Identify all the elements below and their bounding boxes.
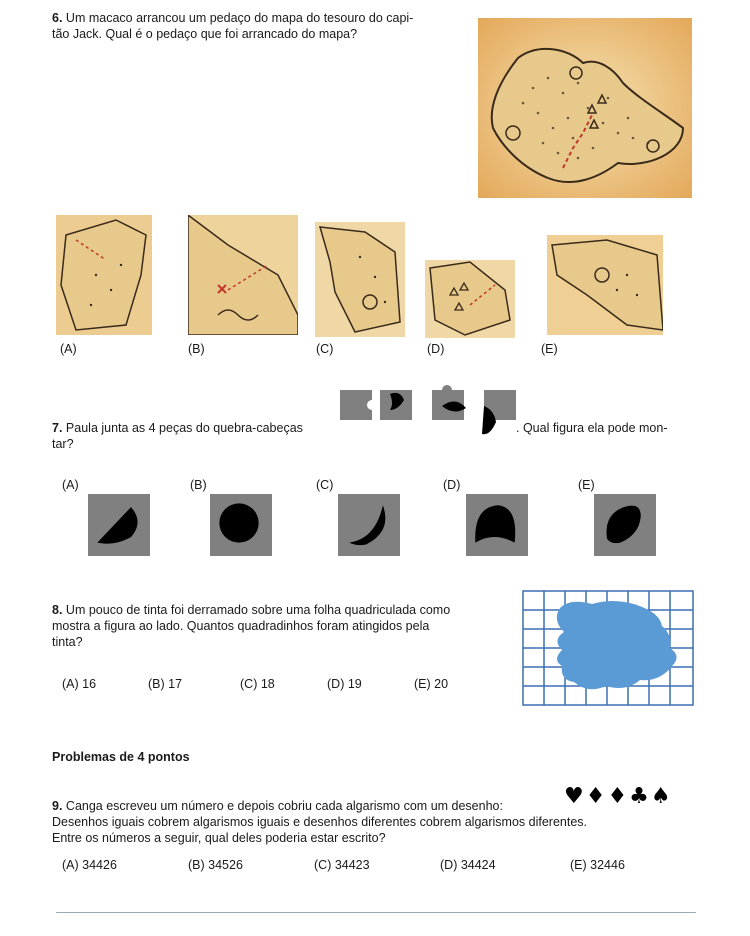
q6-option-c-image[interactable] <box>315 222 405 337</box>
section-title: Problemas de 4 pontos <box>52 750 190 764</box>
q9-line1: Canga escreveu um número e depois cobriu cada algarismo com um desenho: <box>65 799 503 813</box>
q6-option-e-image[interactable] <box>547 235 663 335</box>
q6-option-a-image[interactable] <box>56 215 152 335</box>
card-symbols: ♥♦♦♣♠ <box>564 784 673 809</box>
q9-line3: Entre os números a seguir, qual deles poderia estar escrito? <box>52 831 386 845</box>
q6-option-d-label[interactable]: (D) <box>427 342 445 356</box>
q8-option-a[interactable]: (A) 16 <box>62 677 97 691</box>
q7-option-d-figure[interactable] <box>466 494 528 556</box>
q8-line2: mostra a figura ao lado. Quantos quadradinhos foram atingidos pela <box>52 619 430 633</box>
q8-text <box>52 602 512 650</box>
q6-line2: tão Jack. Qual é o pedaço que foi arrancado do mapa? <box>52 27 358 41</box>
q8-option-e[interactable]: (E) 20 <box>414 677 449 691</box>
q8-number: 8. <box>52 603 63 617</box>
q6-line1: Um macaco arrancou um pedaço do mapa do tesouro do capi- <box>65 11 414 25</box>
q6-option-a-label[interactable]: (A) <box>60 342 77 356</box>
q8-line3: tinta? <box>52 635 83 649</box>
q7-option-a-label[interactable]: (A) <box>62 478 79 492</box>
q7-number: 7. <box>52 421 63 435</box>
q8-option-b[interactable]: (B) 17 <box>148 677 183 691</box>
q9-option-a[interactable]: (A) 34426 <box>62 858 117 872</box>
q9-option-b[interactable]: (B) 34526 <box>188 858 243 872</box>
q7-text-after: . Qual figura ela pode mon- <box>516 421 668 435</box>
q6-option-b-label[interactable]: (B) <box>188 342 205 356</box>
q6-option-e-label[interactable]: (E) <box>541 342 558 356</box>
q7-option-b-figure[interactable] <box>210 494 272 556</box>
q6-option-c-label[interactable]: (C) <box>316 342 334 356</box>
q7-text-before: Paula junta as 4 peças do quebra-cabeças <box>65 421 303 435</box>
q7-option-e-label[interactable]: (E) <box>578 478 595 492</box>
q6-option-d-image[interactable] <box>425 260 515 338</box>
bottom-divider <box>56 912 696 913</box>
q7-option-a-figure[interactable] <box>88 494 150 556</box>
q9-line2: Desenhos iguais cobrem algarismos iguais e desenhos diferentes cobrem algarismos diferentes. <box>52 815 587 829</box>
q6-option-b-image[interactable] <box>188 215 298 335</box>
q6-number: 6. <box>52 11 63 25</box>
q8-option-c[interactable]: (C) 18 <box>240 677 275 691</box>
q7-text <box>52 420 702 452</box>
q9-number: 9. <box>52 799 63 813</box>
q9-option-e[interactable]: (E) 32446 <box>570 858 625 872</box>
q7-option-c-label[interactable]: (C) <box>316 478 334 492</box>
q9-option-c[interactable]: (C) 34423 <box>314 858 370 872</box>
q7-option-b-label[interactable]: (B) <box>190 478 207 492</box>
q7-option-c-figure[interactable] <box>338 494 400 556</box>
q7-line2: tar? <box>52 437 74 451</box>
q9-option-d[interactable]: (D) 34424 <box>440 858 496 872</box>
q7-option-d-label[interactable]: (D) <box>443 478 461 492</box>
ink-grid-figure <box>522 590 694 706</box>
q7-option-e-figure[interactable] <box>594 494 656 556</box>
q8-line1: Um pouco de tinta foi derramado sobre uma folha quadriculada como <box>65 603 451 617</box>
q6-text <box>52 10 472 42</box>
q8-option-d[interactable]: (D) 19 <box>327 677 362 691</box>
treasure-map-image <box>478 18 692 198</box>
